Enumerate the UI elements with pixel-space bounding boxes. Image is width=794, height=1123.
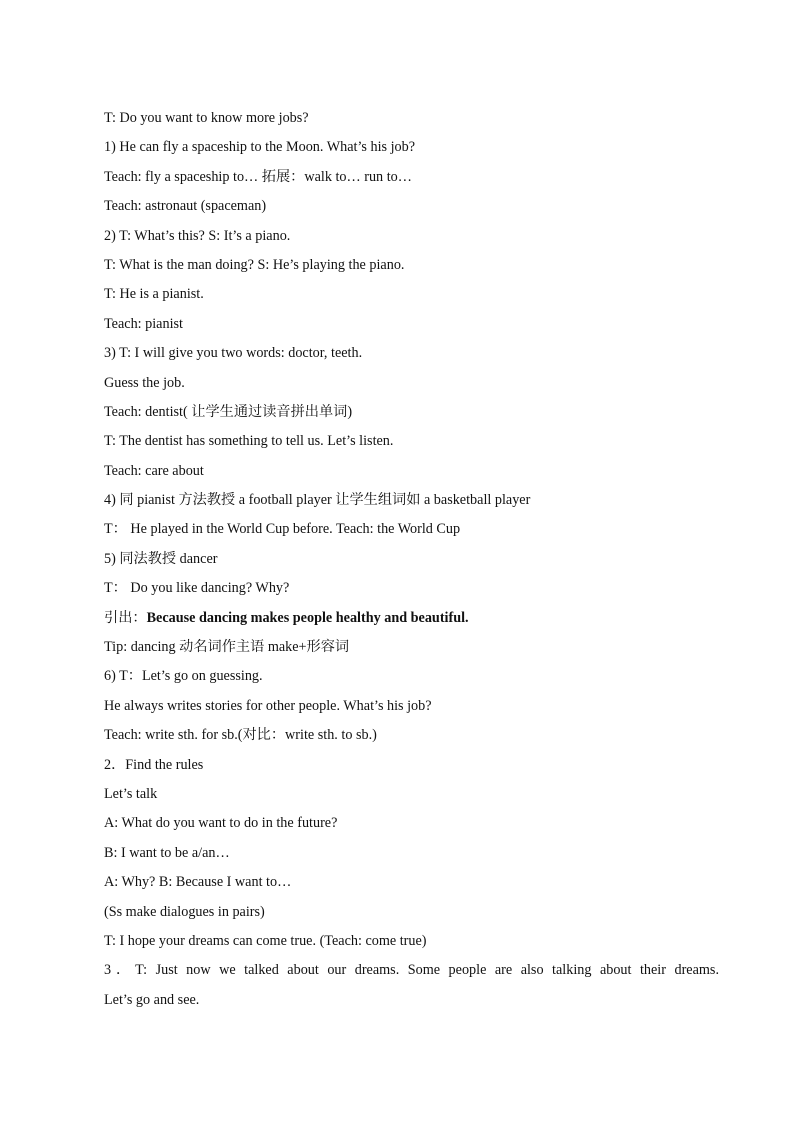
text-line: Teach: dentist( 让学生通过读音拼出单词) (104, 403, 353, 420)
text-line: Teach: write sth. for sb.(对比：write sth. to sb.) (104, 727, 377, 744)
bold-line-text: Because dancing makes people healthy and beautiful. (146, 609, 469, 626)
text-line: T: I hope your dreams can come true. (Teach: come true) (104, 932, 427, 949)
text-line: Teach: care about (104, 462, 204, 479)
text-line: T： He played in the World Cup before. Teach: the World Cup (104, 521, 461, 538)
text-line: T: What is the man doing? S: He’s playing the piano. (104, 256, 405, 273)
text-line: Tip: dancing 动名词作主语 make+形容词 (104, 639, 350, 656)
text-line: T： Do you like dancing? Why? (104, 580, 290, 597)
text-line: Teach: astronaut (spaceman) (104, 198, 267, 215)
text-line: 2) T: What’s this? S: It’s a piano. (104, 227, 291, 244)
text-line: T: Do you want to know more jobs? (104, 110, 309, 126)
text-line: Teach: fly a spaceship to… 拓展：walk to… run to… (104, 168, 412, 185)
text-line: B: I want to be a/an… (104, 844, 230, 861)
text-line: T: The dentist has something to tell us. Let’s listen. (104, 433, 394, 450)
text-line: T: He is a pianist. (104, 286, 204, 303)
text-line: 6) T：Let’s go on guessing. (104, 668, 263, 685)
text-line: 1) He can fly a spaceship to the Moon. What’s his job? (104, 139, 416, 156)
bold-line-lead: 引出： (104, 609, 147, 626)
text-line: 5) 同法教授 dancer (104, 550, 218, 567)
text-line: Let’s talk (104, 785, 158, 802)
text-line: A: What do you want to do in the future? (104, 815, 338, 832)
text-line: 4) 同 pianist 方法教授 a football player 让学生组词如 a basketball player (104, 492, 531, 509)
text-line: Guess the job. (104, 374, 185, 391)
text-line: (Ss make dialogues in pairs) (104, 903, 265, 920)
text-line: Let’s go and see. (104, 991, 200, 1008)
text-line: 2．Find the rules (104, 756, 204, 773)
justified-text-line: 3．T: Just now we talked about our dreams. Some people are also talking about their dreams. (104, 962, 719, 979)
text-line: Teach: pianist (104, 315, 183, 332)
document-body (104, 104, 724, 1015)
text-line: He always writes stories for other people. What’s his job? (104, 697, 432, 714)
bold-text-line (104, 604, 724, 633)
text-line: 3) T: I will give you two words: doctor, teeth. (104, 345, 363, 362)
text-line: A: Why? B: Because I want to… (104, 874, 292, 891)
